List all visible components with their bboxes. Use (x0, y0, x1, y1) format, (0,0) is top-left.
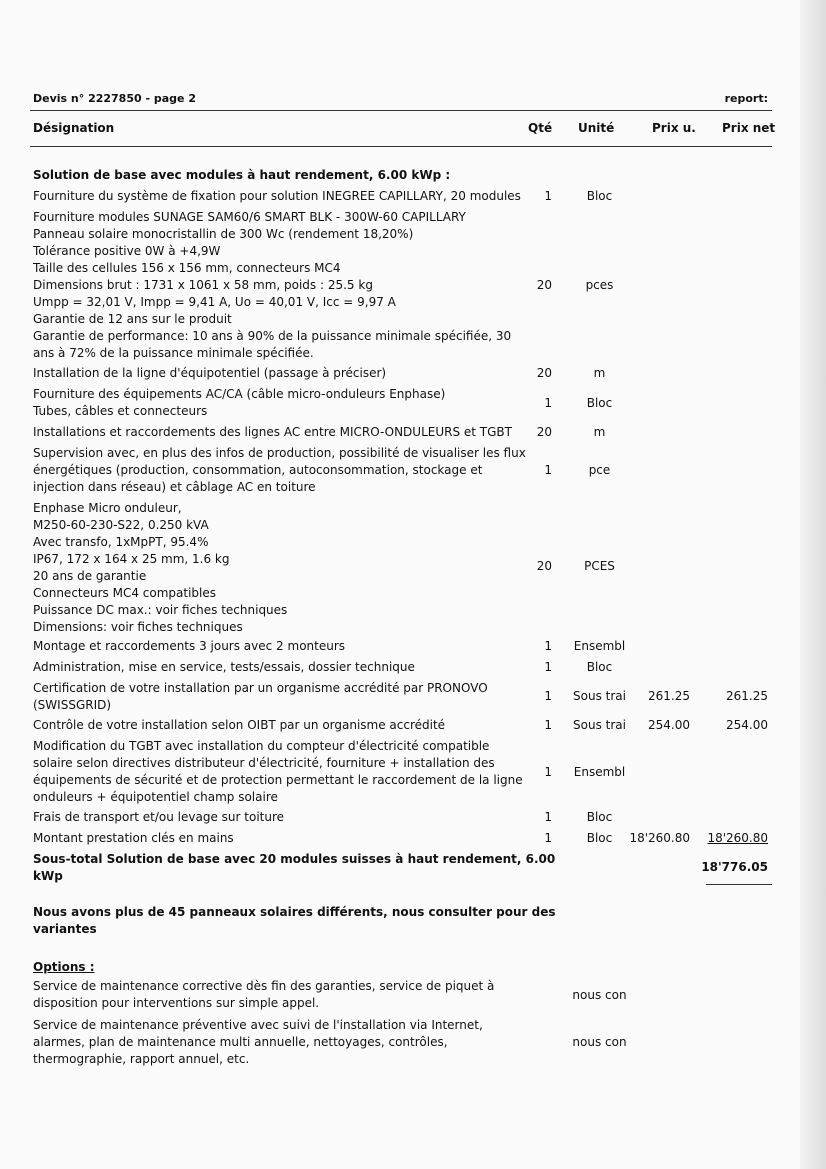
option-unit: nous con (572, 1035, 627, 1049)
item-unit: pce (588, 463, 611, 477)
item-designation: Fourniture du système de fixation pour solution INEGREE CAPILLARY, 20 modules (33, 189, 521, 203)
header-rule (30, 110, 772, 111)
subtotal-rule (706, 884, 772, 885)
col-unit-price: Prix u. (652, 121, 696, 135)
item-qty: 1 (544, 639, 552, 653)
item-unit-price: 261.25 (648, 689, 690, 703)
option-item: Service de maintenance corrective dès fin des garanties, service de piquet à disposition pour interventions sur simple appel. (33, 979, 495, 1010)
item-qty: 1 (544, 765, 552, 779)
item-unit: Ensembl (573, 639, 626, 653)
item-designation: Montant prestation clés en mains (33, 831, 234, 845)
item-designation: Supervision avec, en plus des infos de production, possibilité de visualiser les flux énergétiques (production, consommation, autoconsommation, stockage et injection dans réseau) et câblage AC en toiture (33, 446, 526, 494)
item-unit: Bloc (586, 810, 613, 824)
item-qty: 1 (544, 689, 552, 703)
item-qty: 20 (536, 278, 552, 292)
item-designation: Enphase Micro onduleur, M250-60-230-S22, 0.250 kVA Avec transfo, 1xMpPT, 95.4% IP67, 172 x 164 x 25 mm, 1.6 kg 20 ans de garantie Connecteurs MC4 compatibles Puissance DC max.: voir fiches techniques Dimensions: voir fiches techniques (33, 501, 288, 634)
item-qty: 20 (536, 425, 552, 439)
item-unit: m (593, 425, 606, 439)
item-designation: Certification de votre installation par un organisme accrédité par PRONOVO (SWISSGRID) (33, 681, 488, 712)
col-net-price: Prix net (722, 121, 776, 135)
item-unit-price: 254.00 (648, 718, 690, 732)
item-designation: Montage et raccordements 3 jours avec 2 monteurs (33, 639, 346, 653)
subtotal-amount: 18'776.05 (701, 860, 768, 874)
col-qty: Qté (528, 121, 553, 135)
item-unit-price: 18'260.80 (629, 831, 690, 845)
item-net-price: 254.00 (726, 718, 768, 732)
option-unit: nous con (572, 988, 627, 1002)
item-net-price: 261.25 (726, 689, 768, 703)
item-designation: Administration, mise en service, tests/essais, dossier technique (33, 660, 415, 674)
item-designation: Fourniture modules SUNAGE SAM60/6 SMART BLK - 300W-60 CAPILLARY Panneau solaire monocristallin de 300 Wc (rendement 18,20%) Tolérance positive 0W à +4,9W Taille des cellules 156 x 156 mm, connecteurs MC4 Dimensions brut : 1731 x 1061 x 58 mm, poids : 25.5 kg Umpp = 32,01 V, Impp = 9,41 A, Uo = 40,01 V, Icc = 9,97 A Garantie de 12 ans sur le produit Garantie de performance: 10 ans à 90% de la puissance minimale spécifiée, 30 ans à 72% de la puissance minimale spécifiée. (33, 210, 512, 360)
subtotal-label: Sous-total Solution de base avec 20 modules suisses à haut rendement, 6.00 kWp (33, 852, 556, 883)
item-unit: Sous trai (573, 718, 626, 732)
item-unit: Bloc (586, 831, 613, 845)
item-designation: Fourniture des équipements AC/CA (câble micro-onduleurs Enphase) Tubes, câbles et connecteurs (33, 387, 446, 418)
item-unit: Bloc (586, 396, 613, 410)
item-unit: Ensembl (573, 765, 626, 779)
page-edge-shadow (800, 0, 826, 1169)
solar-panels-note: Nous avons plus de 45 panneaux solaires différents, nous consulter pour des variantes (33, 905, 556, 936)
report-label: report: (724, 92, 768, 105)
item-qty: 1 (544, 810, 552, 824)
page-header (33, 92, 768, 105)
item-qty: 1 (544, 831, 552, 845)
item-unit: PCES (584, 559, 615, 573)
item-unit: Bloc (586, 660, 613, 674)
item-qty: 1 (544, 718, 552, 732)
column-rule (30, 146, 772, 147)
option-item: Service de maintenance préventive avec suivi de l'installation via Internet, alarmes, plan de maintenance multi annuelle, nettoyages, contrôles, thermographie, rapport annuel, etc. (33, 1018, 483, 1066)
item-unit: m (593, 366, 606, 380)
item-designation: Installation de la ligne d'équipotentiel (passage à préciser) (33, 366, 387, 380)
item-unit: Bloc (586, 189, 613, 203)
item-designation: Modification du TGBT avec installation du compteur d'électricité compatible solaire selon directives distributeur d'électricité, fourniture + installation des équipements de sécurité et de protection permettant le raccordement de la ligne onduleurs + équipotentiel champ solaire (33, 739, 523, 804)
col-unit: Unité (578, 121, 615, 135)
item-designation: Installations et raccordements des lignes AC entre MICRO-ONDULEURS et TGBT (33, 425, 512, 439)
item-net-price: 18'260.80 (707, 831, 768, 845)
item-designation: Frais de transport et/ou levage sur toiture (33, 810, 285, 824)
section-title: Solution de base avec modules à haut rendement, 6.00 kWp : (33, 168, 451, 182)
col-designation: Désignation (33, 121, 115, 135)
item-unit: Sous trai (573, 689, 626, 703)
item-qty: 1 (544, 396, 552, 410)
item-qty: 1 (544, 463, 552, 477)
item-qty: 1 (544, 189, 552, 203)
quote-title: Devis n° 2227850 - page 2 (33, 92, 196, 105)
item-qty: 20 (536, 366, 552, 380)
item-qty: 1 (544, 660, 552, 674)
item-unit: pces (585, 278, 614, 292)
item-designation: Contrôle de votre installation selon OIBT par un organisme accrédité (33, 718, 446, 732)
options-title: Options : (33, 960, 95, 974)
item-qty: 20 (536, 559, 552, 573)
